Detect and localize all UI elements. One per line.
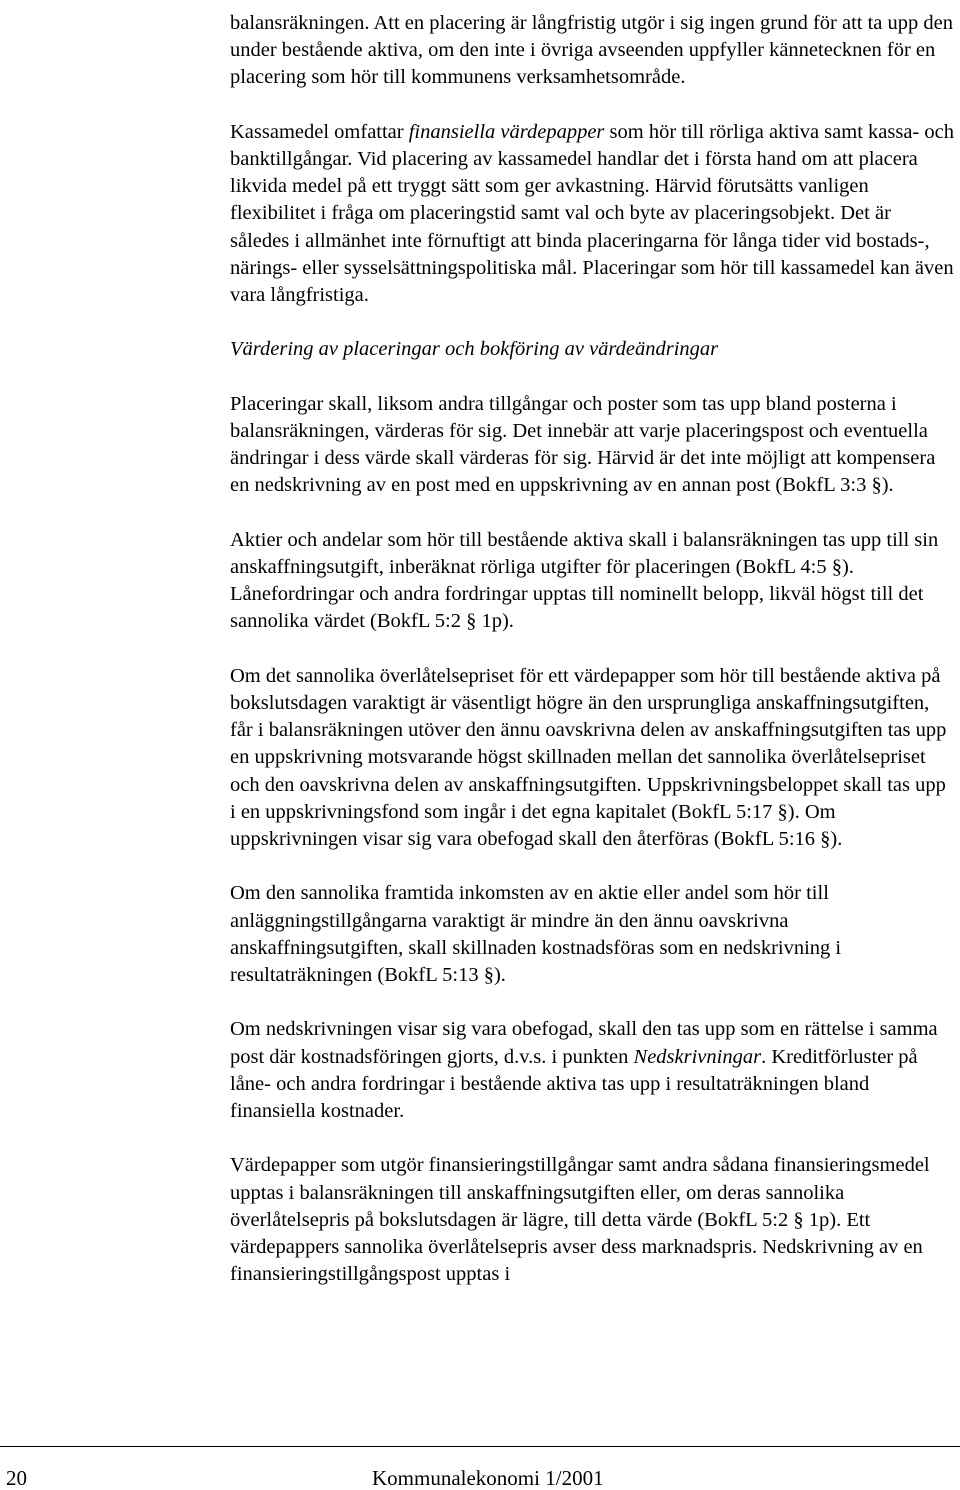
footer-divider (0, 1446, 960, 1447)
text-segment: Kassamedel omfattar (230, 120, 409, 143)
paragraph-4 (230, 527, 955, 636)
paragraph-2 (230, 119, 955, 309)
text-segment: Om det sannolika överlåtelsepriset för ett värdepapper som hör till bestående aktiva på bokslutsdagen varaktigt är väsentligt högre än den ursprungliga anskaffningsutgiften, får i balansräkningen utöver den ännu oavskrivna delen av anskaffningsutgiften tas upp en uppskrivning motsvarande högst skillnaden mellan det sannolika överlåtelsepriset och den oavskrivna delen av anskaffningsutgiften. Uppskrivningsbeloppet skall tas upp i en uppskrivningsfond som ingår i det egna kapitalet (BokfL 5:17 §). Om uppskrivningen visar sig vara obefogad skall den återföras (BokfL 5:16 §). (230, 664, 947, 851)
text-segment: Placeringar skall, liksom andra tillgångar och poster som tas upp bland posterna i balansräkningen, värderas för sig. Det innebär att varje placeringspost och eventuella ändringar i dess värde skall värderas för sig. Härvid är det inte möjligt att kompensera en nedskrivning av en post med en uppskrivning av en annan post (BokfL 3:3 §). (230, 392, 936, 497)
paragraph-6 (230, 880, 955, 989)
paragraph-3 (230, 391, 955, 500)
text-segment: som hör till rörliga aktiva samt kassa- och banktillgångar. Vid placering av kassamedel handlar det i första hand om att placera likvida medel på ett tryggt sätt som ger avkastning. Härvid förutsätts vanligen flexibilitet i fråga om placeringstid samt val och byte av placeringsobjekt. Det är således i allmänhet inte förnuftigt att binda placeringarna för långa tider vid bostads-, närings- eller sysselsättningspolitiska mål. Placeringar som hör till kassamedel kan även vara långfristiga. (230, 120, 954, 307)
paragraph-7 (230, 1016, 955, 1125)
footer-publication-title: Kommunalekonomi 1/2001 (372, 1466, 604, 1490)
body-text-column (230, 10, 955, 1316)
paragraph-1 (230, 10, 955, 92)
text-segment: Om nedskrivningen visar sig vara obefogad, skall den tas upp som en rättelse i samma post där kostnadsföringen gjorts, d.v.s. i punkten (230, 1018, 938, 1068)
text-segment: Värdepapper som utgör finansieringstillgångar samt andra sådana finansieringsmedel upptas i balansräkningen till anskaffningsutgiften eller, om deras sannolika överlåtelsepris på bokslutsdagen är lägre, till detta värde (BokfL 5:2 § 1p). Ett värdepappers sannolika överlåtelsepris avser dess marknadspris. Nedskrivning av en finansieringstillgångspost upptas i (230, 1154, 930, 1286)
text-segment: Aktier och andelar som hör till bestående aktiva skall i balansräkningen tas upp till sin anskaffningsutgift, inberäknat rörliga utgifter för placeringen (BokfL 4:5 §). Lånefordringar och andra fordringar upptas till nominellt belopp, likväl högst till det sannolika värdet (BokfL 5:2 § 1p). (230, 528, 939, 633)
paragraph-5 (230, 663, 955, 853)
italic-term: finansiella värdepapper (408, 120, 605, 143)
text-segment: balansräkningen. Att en placering är långfristig utgör i sig ingen grund för att ta upp den under bestående aktiva, om den inte i övriga avseenden uppfyller kännetecknen för en placering som hör till kommunens verksamhetsområde. (230, 12, 954, 89)
paragraph-8 (230, 1152, 955, 1288)
text-segment: Om den sannolika framtida inkomsten av en aktie eller andel som hör till anläggningstillgångarna varaktigt är mindre än den ännu oavskrivna anskaffningsutgiften, skall skillnaden kostnadsföras som en nedskrivning i resultaträkningen (BokfL 5:13 §). (230, 882, 842, 987)
page-number: 20 (6, 1466, 27, 1490)
italic-term: Nedskrivningar (633, 1045, 762, 1068)
text-segment: . Kreditförluster på låne- och andra fordringar i bestående aktiva tas upp i resultaträkningen bland finansiella kostnader. (230, 1045, 918, 1123)
section-heading: Värdering av placeringar och bokföring av värdeändringar (230, 338, 719, 361)
